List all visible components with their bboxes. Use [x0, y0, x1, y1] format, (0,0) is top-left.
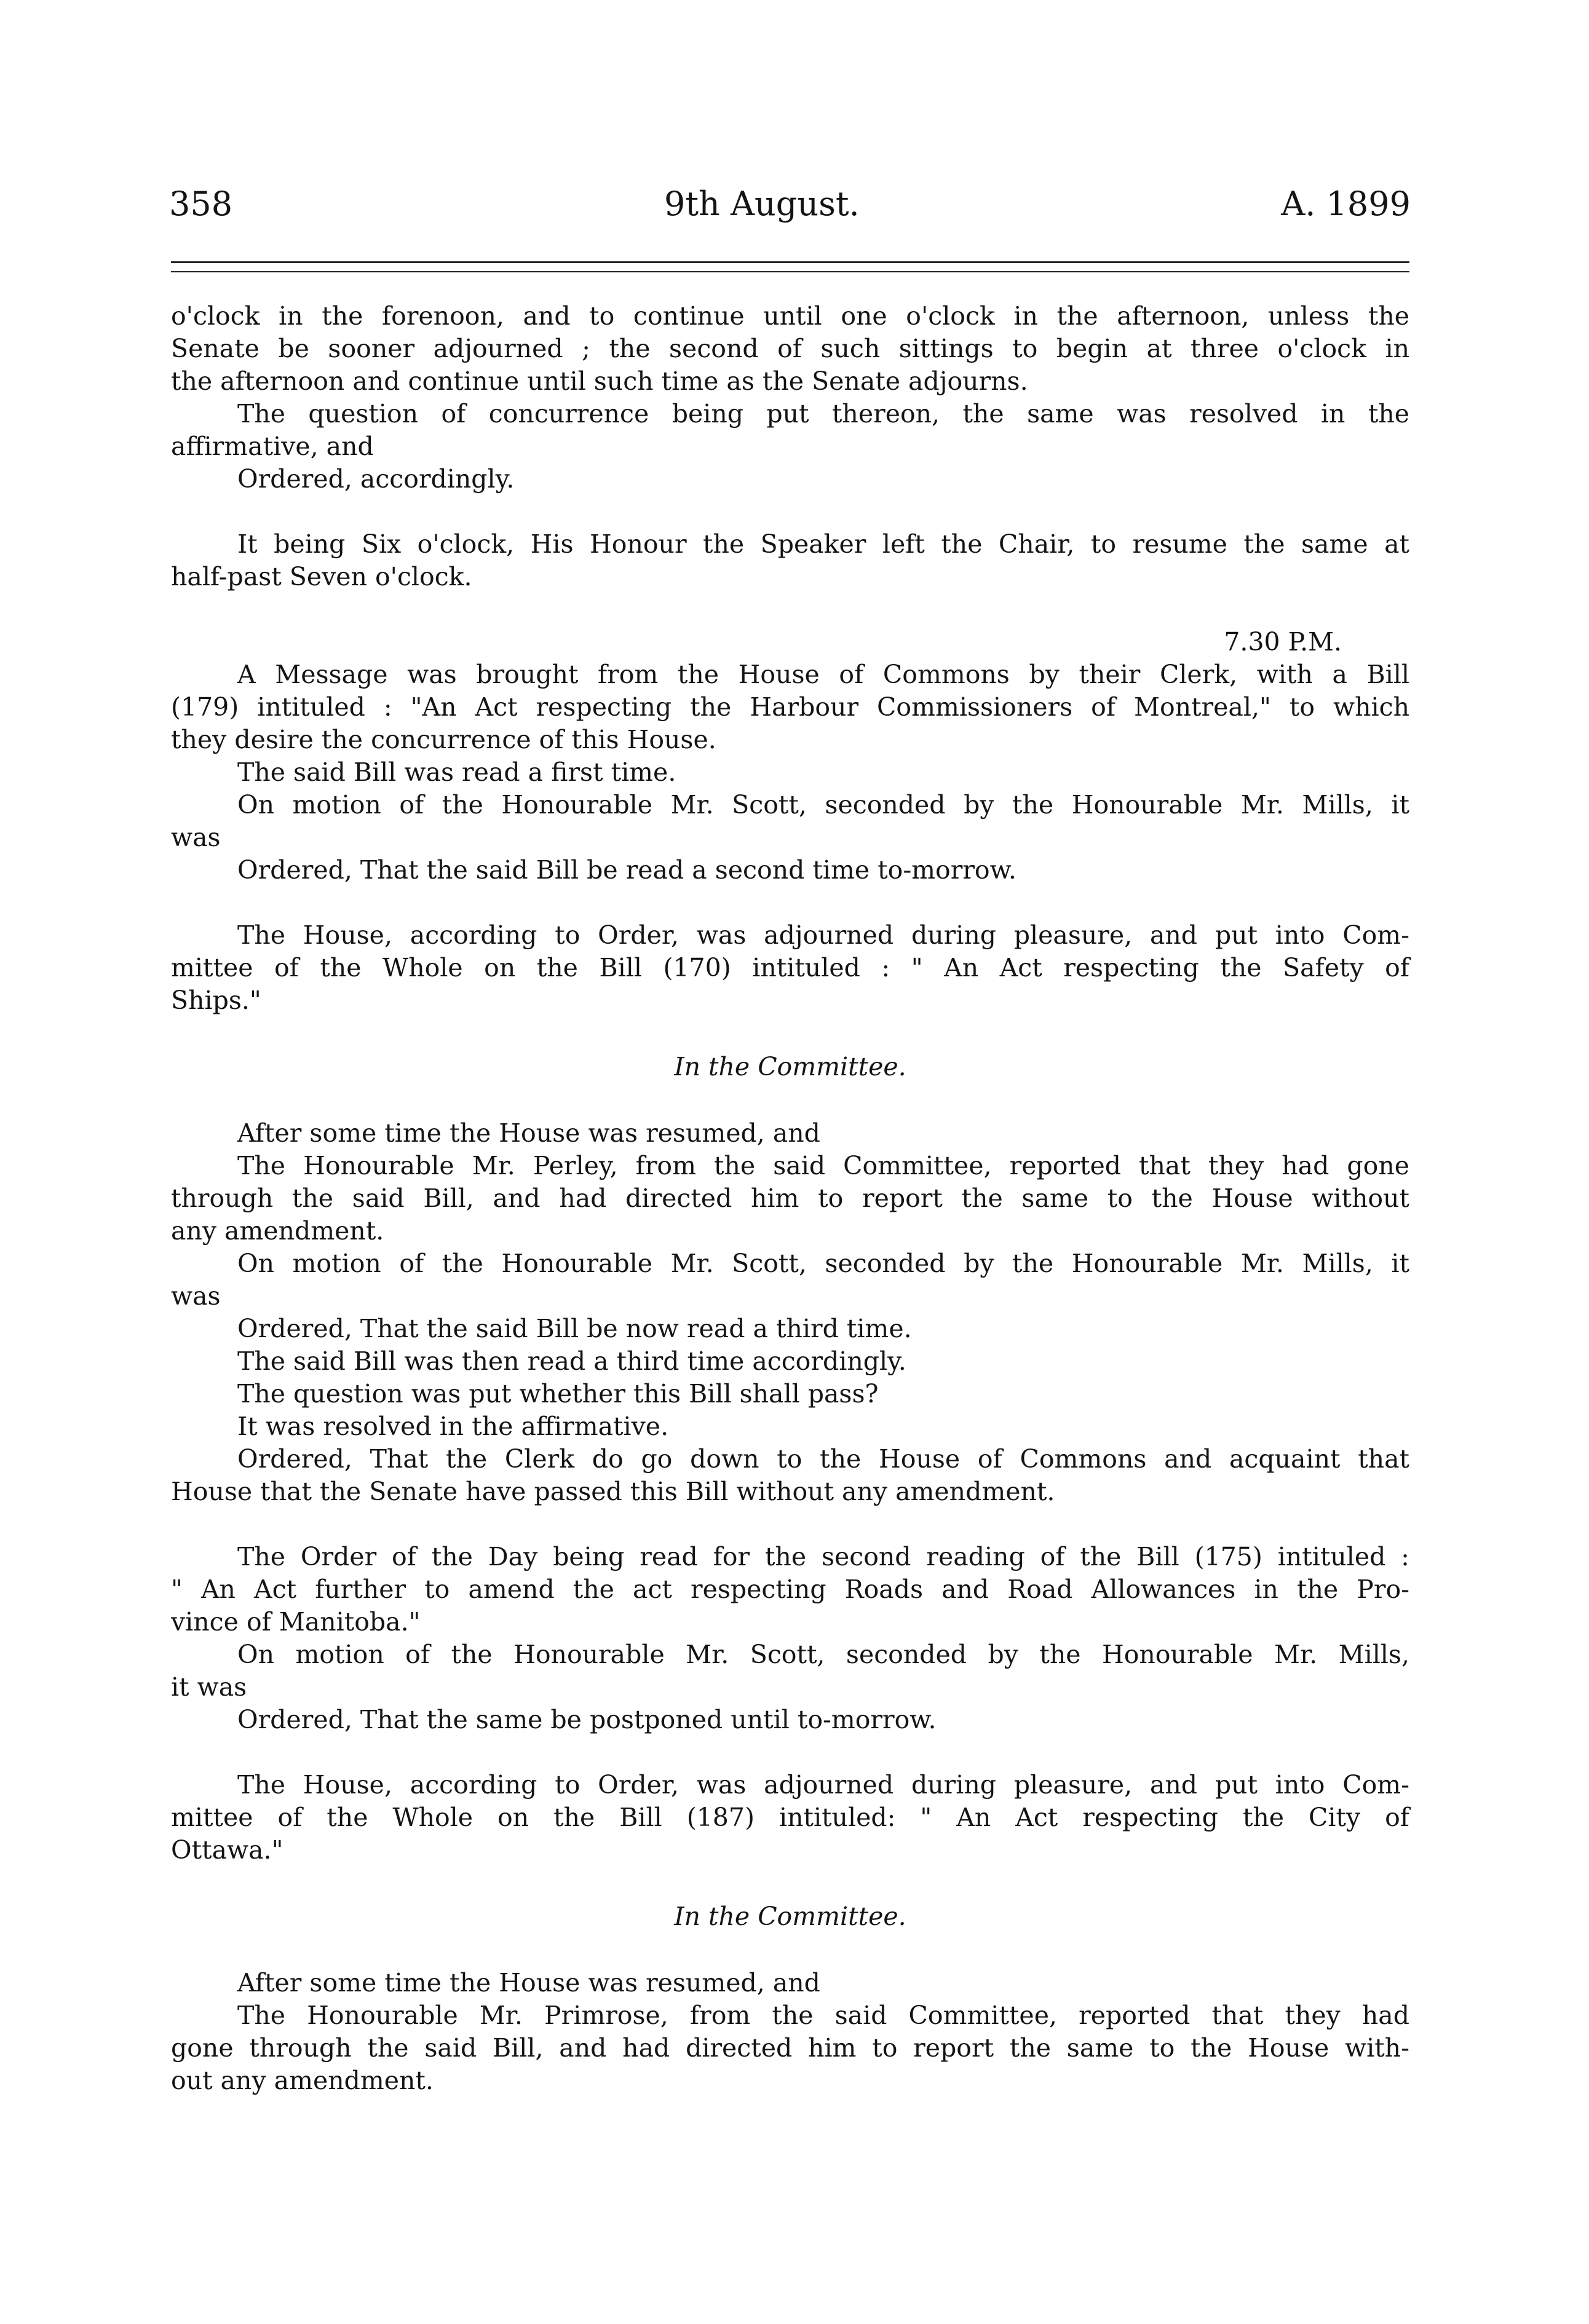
text-line: The said Bill was then read a third time accordingly.	[237, 1346, 906, 1376]
paragraph-primrose-report	[171, 1967, 1409, 2097]
text-line: On motion of the Honourable Mr. Scott, seconded by the Honourable Mr. Mills, it	[237, 1249, 1409, 1278]
text-line: any amendment.	[171, 1216, 384, 1246]
paragraph-committee-ottawa	[171, 1769, 1409, 1867]
paragraph-speaker-left-chair	[171, 528, 1409, 593]
text-line: It was resolved in the affirmative.	[237, 1412, 669, 1441]
committee-heading: In the Committee.	[674, 1902, 906, 1931]
text-line: On motion of the Honourable Mr. Scott, seconded by the Honourable Mr. Mills,	[237, 1640, 1409, 1669]
evening-time: 7.30 P.M.	[1224, 627, 1342, 657]
text-line: Ships."	[171, 986, 261, 1015]
paragraph-order-manitoba	[171, 1541, 1409, 1736]
text-line: Ottawa."	[171, 1835, 283, 1865]
text-line: was	[171, 823, 221, 852]
text-line: The House, according to Order, was adjourned during pleasure, and put into Com-	[237, 1770, 1409, 1800]
text-line: The House, according to Order, was adjourned during pleasure, and put into Com-	[237, 920, 1409, 950]
committee-heading: In the Committee.	[674, 1052, 906, 1081]
text-line: The Order of the Day being read for the second reading of the Bill (175) intituled :	[237, 1542, 1409, 1571]
page-year: A. 1899	[1281, 184, 1411, 223]
journal-body	[171, 300, 1409, 2097]
text-line: It being Six o'clock, His Honour the Speaker left the Chair, to resume the same at	[237, 529, 1409, 559]
paragraph-perley-report	[171, 1117, 1409, 1508]
text-line: Ordered, That the Clerk do go down to the House of Commons and acquaint that	[237, 1444, 1409, 1474]
text-line: was	[171, 1281, 221, 1311]
text-line: The Honourable Mr. Primrose, from the said Committee, reported that they had	[237, 2001, 1409, 2030]
text-line: the afternoon and continue until such time as the Senate adjourns.	[171, 366, 1028, 396]
page-number: 358	[169, 184, 233, 223]
text-line: Senate be sooner adjourned ; the second of such sittings to begin at three o'clock in	[171, 334, 1409, 363]
text-line: Ordered, That the said Bill be now read a third time.	[237, 1314, 912, 1343]
text-line: Ordered, That the same be postponed until to-morrow.	[237, 1705, 937, 1734]
text-line: Ordered, accordingly.	[237, 464, 515, 494]
page-date: 9th August.	[664, 184, 860, 223]
text-line: half-past Seven o'clock.	[171, 562, 472, 591]
header-rule-bottom	[171, 271, 1409, 272]
text-line: mittee of the Whole on the Bill (187) intituled: " An Act respecting the City of	[171, 1803, 1409, 1832]
text-line: A Message was brought from the House of Commons by their Clerk, with a Bill	[237, 660, 1409, 689]
header-rule-top	[171, 261, 1409, 263]
text-line: gone through the said Bill, and had directed him to report the same to the House with-	[171, 2033, 1409, 2063]
paragraph-committee-ships	[171, 919, 1409, 1017]
text-line: affirmative, and	[171, 432, 374, 461]
paragraph-message-commons	[171, 658, 1409, 887]
text-line: House that the Senate have passed this Bill without any amendment.	[171, 1477, 1055, 1506]
text-line: The said Bill was read a first time.	[237, 757, 676, 787]
paragraph-sitting-schedule	[171, 300, 1409, 496]
text-line: (179) intituled : "An Act respecting the Harbour Commissioners of Montreal," to which	[171, 692, 1409, 722]
text-line: The Honourable Mr. Perley, from the said Committee, reported that they had gone	[237, 1151, 1409, 1180]
text-line: through the said Bill, and had directed him to report the same to the House without	[171, 1184, 1409, 1213]
text-line: On motion of the Honourable Mr. Scott, seconded by the Honourable Mr. Mills, it	[237, 790, 1409, 820]
text-line: mittee of the Whole on the Bill (170) intituled : " An Act respecting the Safety of	[171, 953, 1409, 982]
text-line: Ordered, That the said Bill be read a second time to-morrow.	[237, 855, 1016, 885]
text-line: The question was put whether this Bill shall pass?	[237, 1379, 879, 1409]
text-line: it was	[171, 1672, 247, 1702]
text-line: they desire the concurrence of this House.	[171, 725, 716, 754]
text-line: o'clock in the forenoon, and to continue until one o'clock in the afternoon, unless the	[171, 301, 1409, 331]
text-line: After some time the House was resumed, and	[237, 1118, 820, 1148]
text-line: vince of Manitoba."	[171, 1607, 421, 1637]
text-line: After some time the House was resumed, and	[237, 1968, 820, 1998]
text-line: The question of concurrence being put thereon, the same was resolved in the	[237, 399, 1409, 429]
text-line: " An Act further to amend the act respecting Roads and Road Allowances in the Pro-	[171, 1575, 1409, 1604]
text-line: out any amendment.	[171, 2066, 434, 2095]
